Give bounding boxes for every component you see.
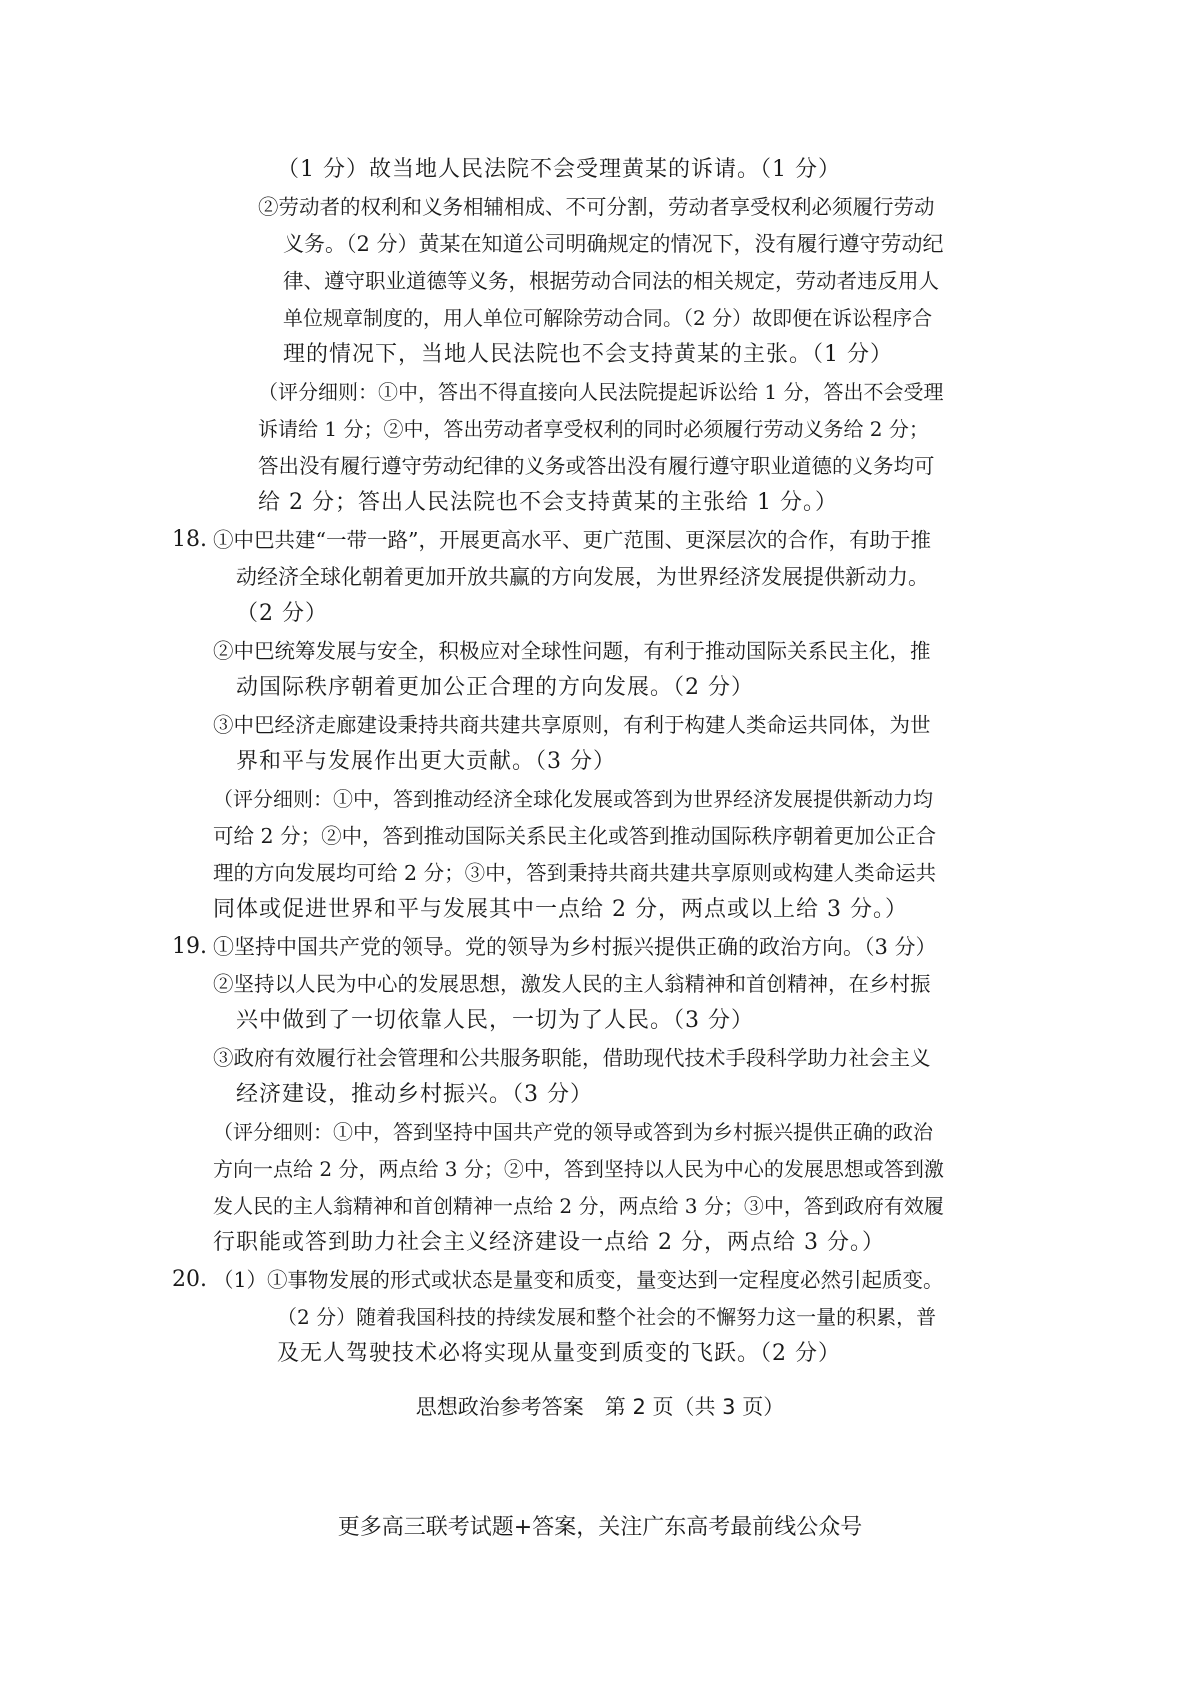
promo-banner: 更多高三联考试题+答案，关注广东高考最前线公众号: [337, 1515, 863, 1540]
text-line: ①中巴共建“一带一路”，开展更高水平、更广范围、更深层次的合作，有助于推: [213, 528, 931, 552]
text-line: 经济建设，推动乡村振兴。（3 分）: [236, 1082, 593, 1107]
text-line: 及无人驾驶技术必将实现从量变到质变的飞跃。（2 分）: [277, 1341, 841, 1366]
scoring-note-line: （评分细则：①中，答到推动经济全球化发展或答到为世界经济发展提供新动力均: [213, 787, 933, 811]
text-line: 动国际秩序朝着更加公正合理的方向发展。（2 分）: [236, 675, 754, 700]
scoring-note-line: 诉请给 1 分；②中，答出劳动者享受权利的同时必须履行劳动义务给 2 分；: [258, 417, 929, 441]
text-line: 义务。（2 分）黄某在知道公司明确规定的情况下，没有履行遵守劳动纪: [283, 232, 944, 256]
text-line: ②中巴统筹发展与安全，积极应对全球性问题，有利于推动国际关系民主化，推: [213, 639, 931, 663]
scoring-note-line: 行职能或答到助力社会主义经济建设一点给 2 分，两点给 3 分。）: [213, 1230, 885, 1255]
text-line: （1 分）故当地人民法院不会受理黄某的诉请。（1 分）: [277, 157, 841, 182]
text-line: 律、遵守职业道德等义务，根据劳动合同法的相关规定，劳动者违反用人: [283, 269, 939, 293]
text-line: 理的情况下，当地人民法院也不会支持黄某的主张。（1 分）: [283, 342, 893, 367]
scoring-note-line: 理的方向发展均可给 2 分；③中，答到秉持共商共建共享原则或构建人类命运共: [213, 861, 937, 885]
text-line: ①坚持中国共产党的领导。党的领导为乡村振兴提供正确的政治方向。（3 分）: [213, 935, 937, 959]
text-line: ②坚持以人民为中心的发展思想，激发人民的主人翁精神和首创精神，在乡村振: [213, 972, 931, 996]
scoring-note-line: 方向一点给 2 分，两点给 3 分；②中，答到坚持以人民为中心的发展思想或答到激: [213, 1157, 944, 1181]
text-line: ②劳动者的权利和义务相辅相成、不可分割，劳动者享受权利必须履行劳动: [258, 195, 935, 219]
text-line: （1）①事物发展的形式或状态是量变和质变，量变达到一定程度必然引起质变。: [213, 1268, 944, 1292]
scoring-note-line: （评分细则：①中，答出不得直接向人民法院提起诉讼给 1 分，答出不会受理: [258, 380, 944, 404]
question-number: 18.: [172, 527, 207, 552]
question-number: 20.: [172, 1267, 207, 1292]
scoring-note-line: 可给 2 分；②中，答到推动国际关系民主化或答到推动国际秩序朝着更加公正合: [213, 824, 937, 848]
text-line: （2 分）: [236, 601, 328, 626]
scoring-note-line: 发人民的主人翁精神和首创精神一点给 2 分，两点给 3 分；③中，答到政府有效履: [213, 1194, 944, 1218]
scoring-note-line: 答出没有履行遵守劳动纪律的义务或答出没有履行遵守职业道德的义务均可: [258, 454, 935, 478]
text-line: ③中巴经济走廊建设秉持共商共建共享原则，有利于构建人类命运共同体，为世: [213, 713, 931, 737]
text-line: （2 分）随着我国科技的持续发展和整个社会的不懈努力这一量的积累，普: [277, 1305, 937, 1329]
text-line: 单位规章制度的，用人单位可解除劳动合同。（2 分）故即便在诉讼程序合: [283, 306, 933, 330]
text-line: 动经济全球化朝着更加开放共赢的方向发展，为世界经济发展提供新动力。: [236, 565, 929, 589]
page-footer: 思想政治参考答案 第 2 页（共 3 页）: [415, 1395, 785, 1419]
scoring-note-line: （评分细则：①中，答到坚持中国共产党的领导或答到为乡村振兴提供正确的政治: [213, 1120, 933, 1144]
text-line: 界和平与发展作出更大贡献。（3 分）: [236, 749, 616, 774]
question-number: 19.: [172, 934, 207, 959]
scoring-note-line: 同体或促进世界和平与发展其中一点给 2 分，两点或以上给 3 分。）: [213, 897, 908, 922]
text-line: 兴中做到了一切依靠人民，一切为了人民。（3 分）: [236, 1008, 754, 1033]
text-line: ③政府有效履行社会管理和公共服务职能，借助现代技术手段科学助力社会主义: [213, 1046, 931, 1070]
scoring-note-line: 给 2 分；答出人民法院也不会支持黄某的主张给 1 分。）: [258, 490, 838, 515]
